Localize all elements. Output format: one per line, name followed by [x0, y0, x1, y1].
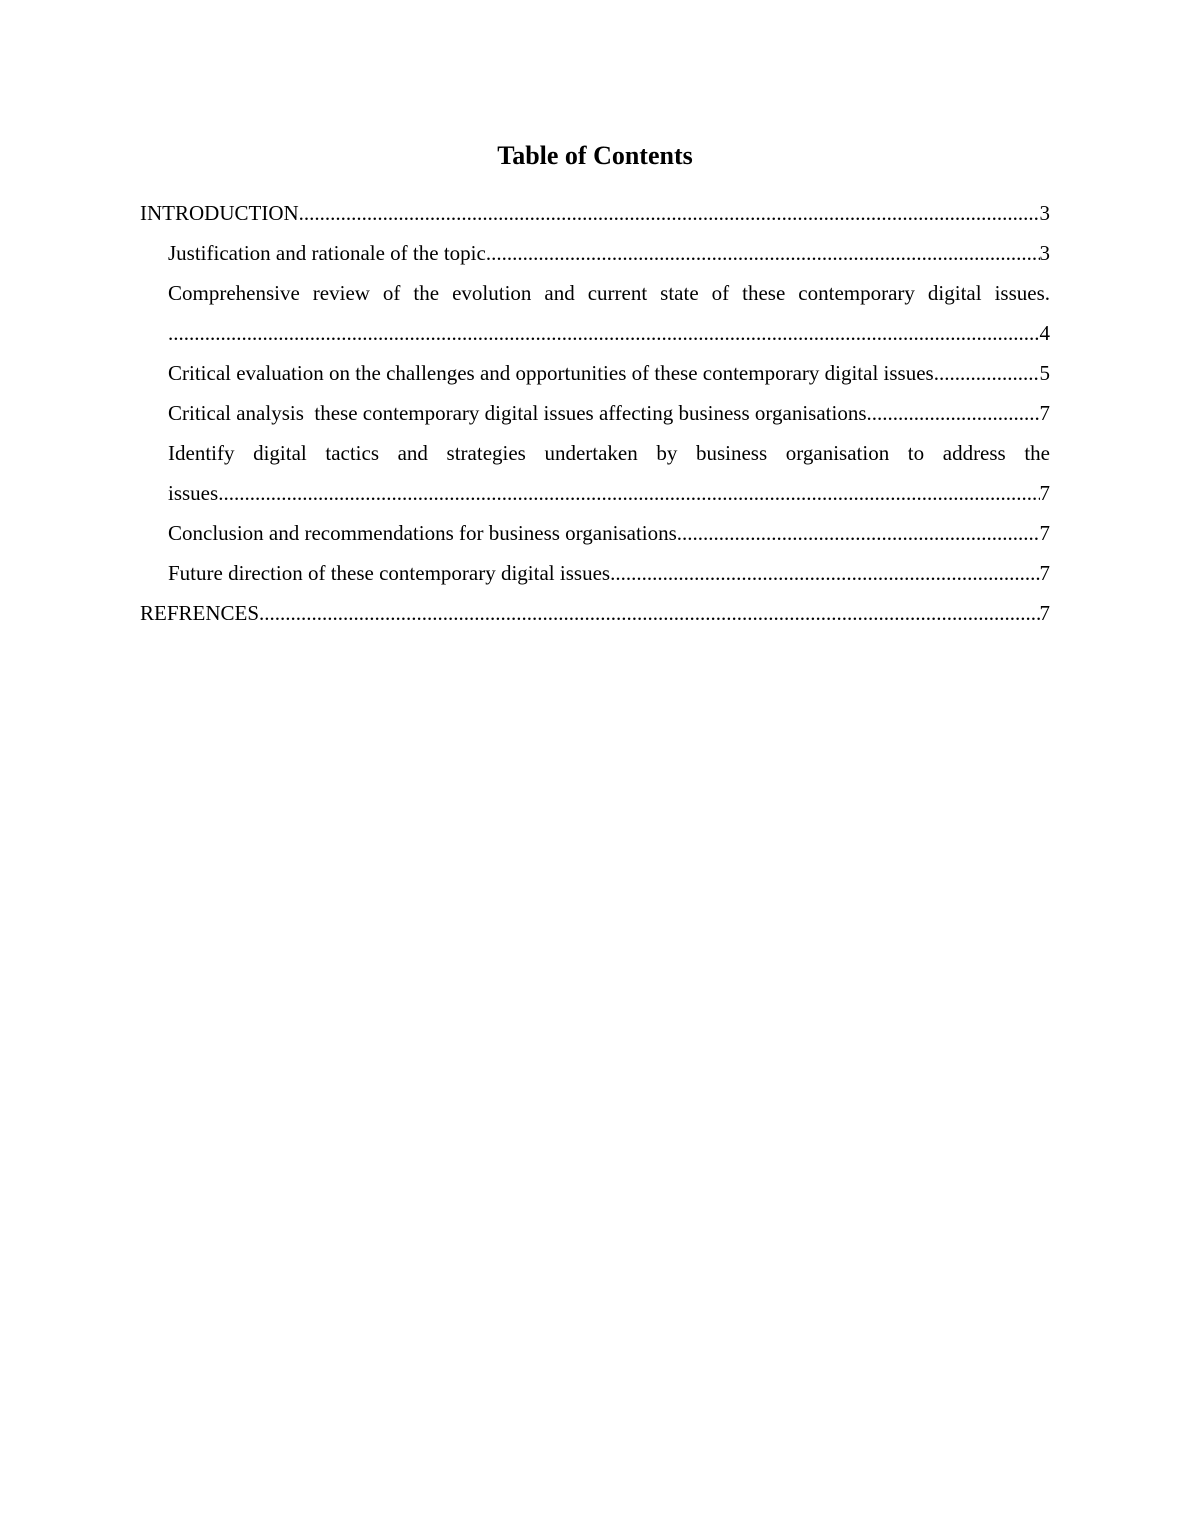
toc-entry-label: Critical analysis these contemporary digital issues affecting business organisations	[168, 401, 867, 425]
toc-page-number: 7	[1039, 521, 1050, 545]
toc-entry-label: Critical evaluation on the challenges and opportunities of these contemporary digital issues..	[168, 361, 945, 385]
toc-page-number: 7	[1039, 481, 1050, 505]
toc-entry-label-line1[interactable]: Comprehensive review of the evolution and current state of these contemporary digital issues.	[168, 281, 1050, 305]
dot-leader	[677, 513, 1040, 553]
toc-link-references[interactable]	[140, 593, 1050, 633]
toc-entry-conclusion[interactable]	[168, 513, 1050, 553]
toc-link-conclusion[interactable]	[168, 513, 1050, 553]
toc-page-number: 7	[1039, 601, 1050, 625]
toc-entry-justification[interactable]	[168, 233, 1050, 273]
toc-title: Table of Contents	[497, 141, 693, 170]
dot-leader	[867, 393, 1040, 433]
toc-entry-label: Future direction of these contemporary digital issues	[168, 561, 611, 585]
toc-entry-label: Conclusion and recommendations for business organisations	[168, 521, 677, 545]
toc-entry-critical-analysis[interactable]	[168, 393, 1050, 433]
toc-entry-label: REFRENCES	[140, 601, 260, 625]
toc-page-number: 5	[1039, 361, 1050, 385]
dot-leader	[259, 593, 1039, 633]
toc-entry-future-direction[interactable]	[168, 553, 1050, 593]
toc-page-number: 4	[1039, 321, 1050, 345]
toc-entry-comprehensive-review[interactable]	[168, 273, 1050, 353]
dot-leader	[610, 553, 1039, 593]
toc-entry-label: INTRODUCTION	[140, 201, 299, 225]
dot-leader	[218, 473, 1039, 513]
toc-entry-label-line1[interactable]: Identify digital tactics and strategies undertaken by business organisation to address the	[168, 441, 1050, 465]
toc-link-future-direction[interactable]	[168, 553, 1050, 593]
toc-entry-references[interactable]	[140, 593, 1050, 633]
toc-page-number: 3	[1039, 201, 1050, 225]
dot-leader	[299, 193, 1040, 233]
dot-leader	[486, 233, 1040, 273]
toc-entry-digital-tactics[interactable]	[168, 433, 1050, 513]
toc-page-number: 3	[1039, 241, 1050, 265]
toc-link-digital-tactics[interactable]	[168, 473, 1050, 513]
toc-link-comprehensive-review[interactable]	[168, 313, 1050, 353]
table-of-contents	[140, 193, 1050, 633]
toc-entry-critical-evaluation[interactable]	[168, 353, 1050, 393]
toc-link-critical-evaluation[interactable]	[168, 353, 1050, 393]
toc-link-critical-analysis[interactable]	[168, 393, 1050, 433]
toc-link-introduction[interactable]	[140, 193, 1050, 233]
toc-link-justification[interactable]	[168, 233, 1050, 273]
dot-leader	[944, 353, 1039, 393]
toc-page-number: 7	[1039, 561, 1050, 585]
toc-page-number: 7	[1039, 401, 1050, 425]
dot-leader	[168, 313, 1040, 353]
toc-entry-label-line2: issues	[168, 481, 219, 505]
toc-entry-introduction[interactable]	[140, 193, 1050, 233]
toc-entry-label: Justification and rationale of the topic	[168, 241, 486, 265]
